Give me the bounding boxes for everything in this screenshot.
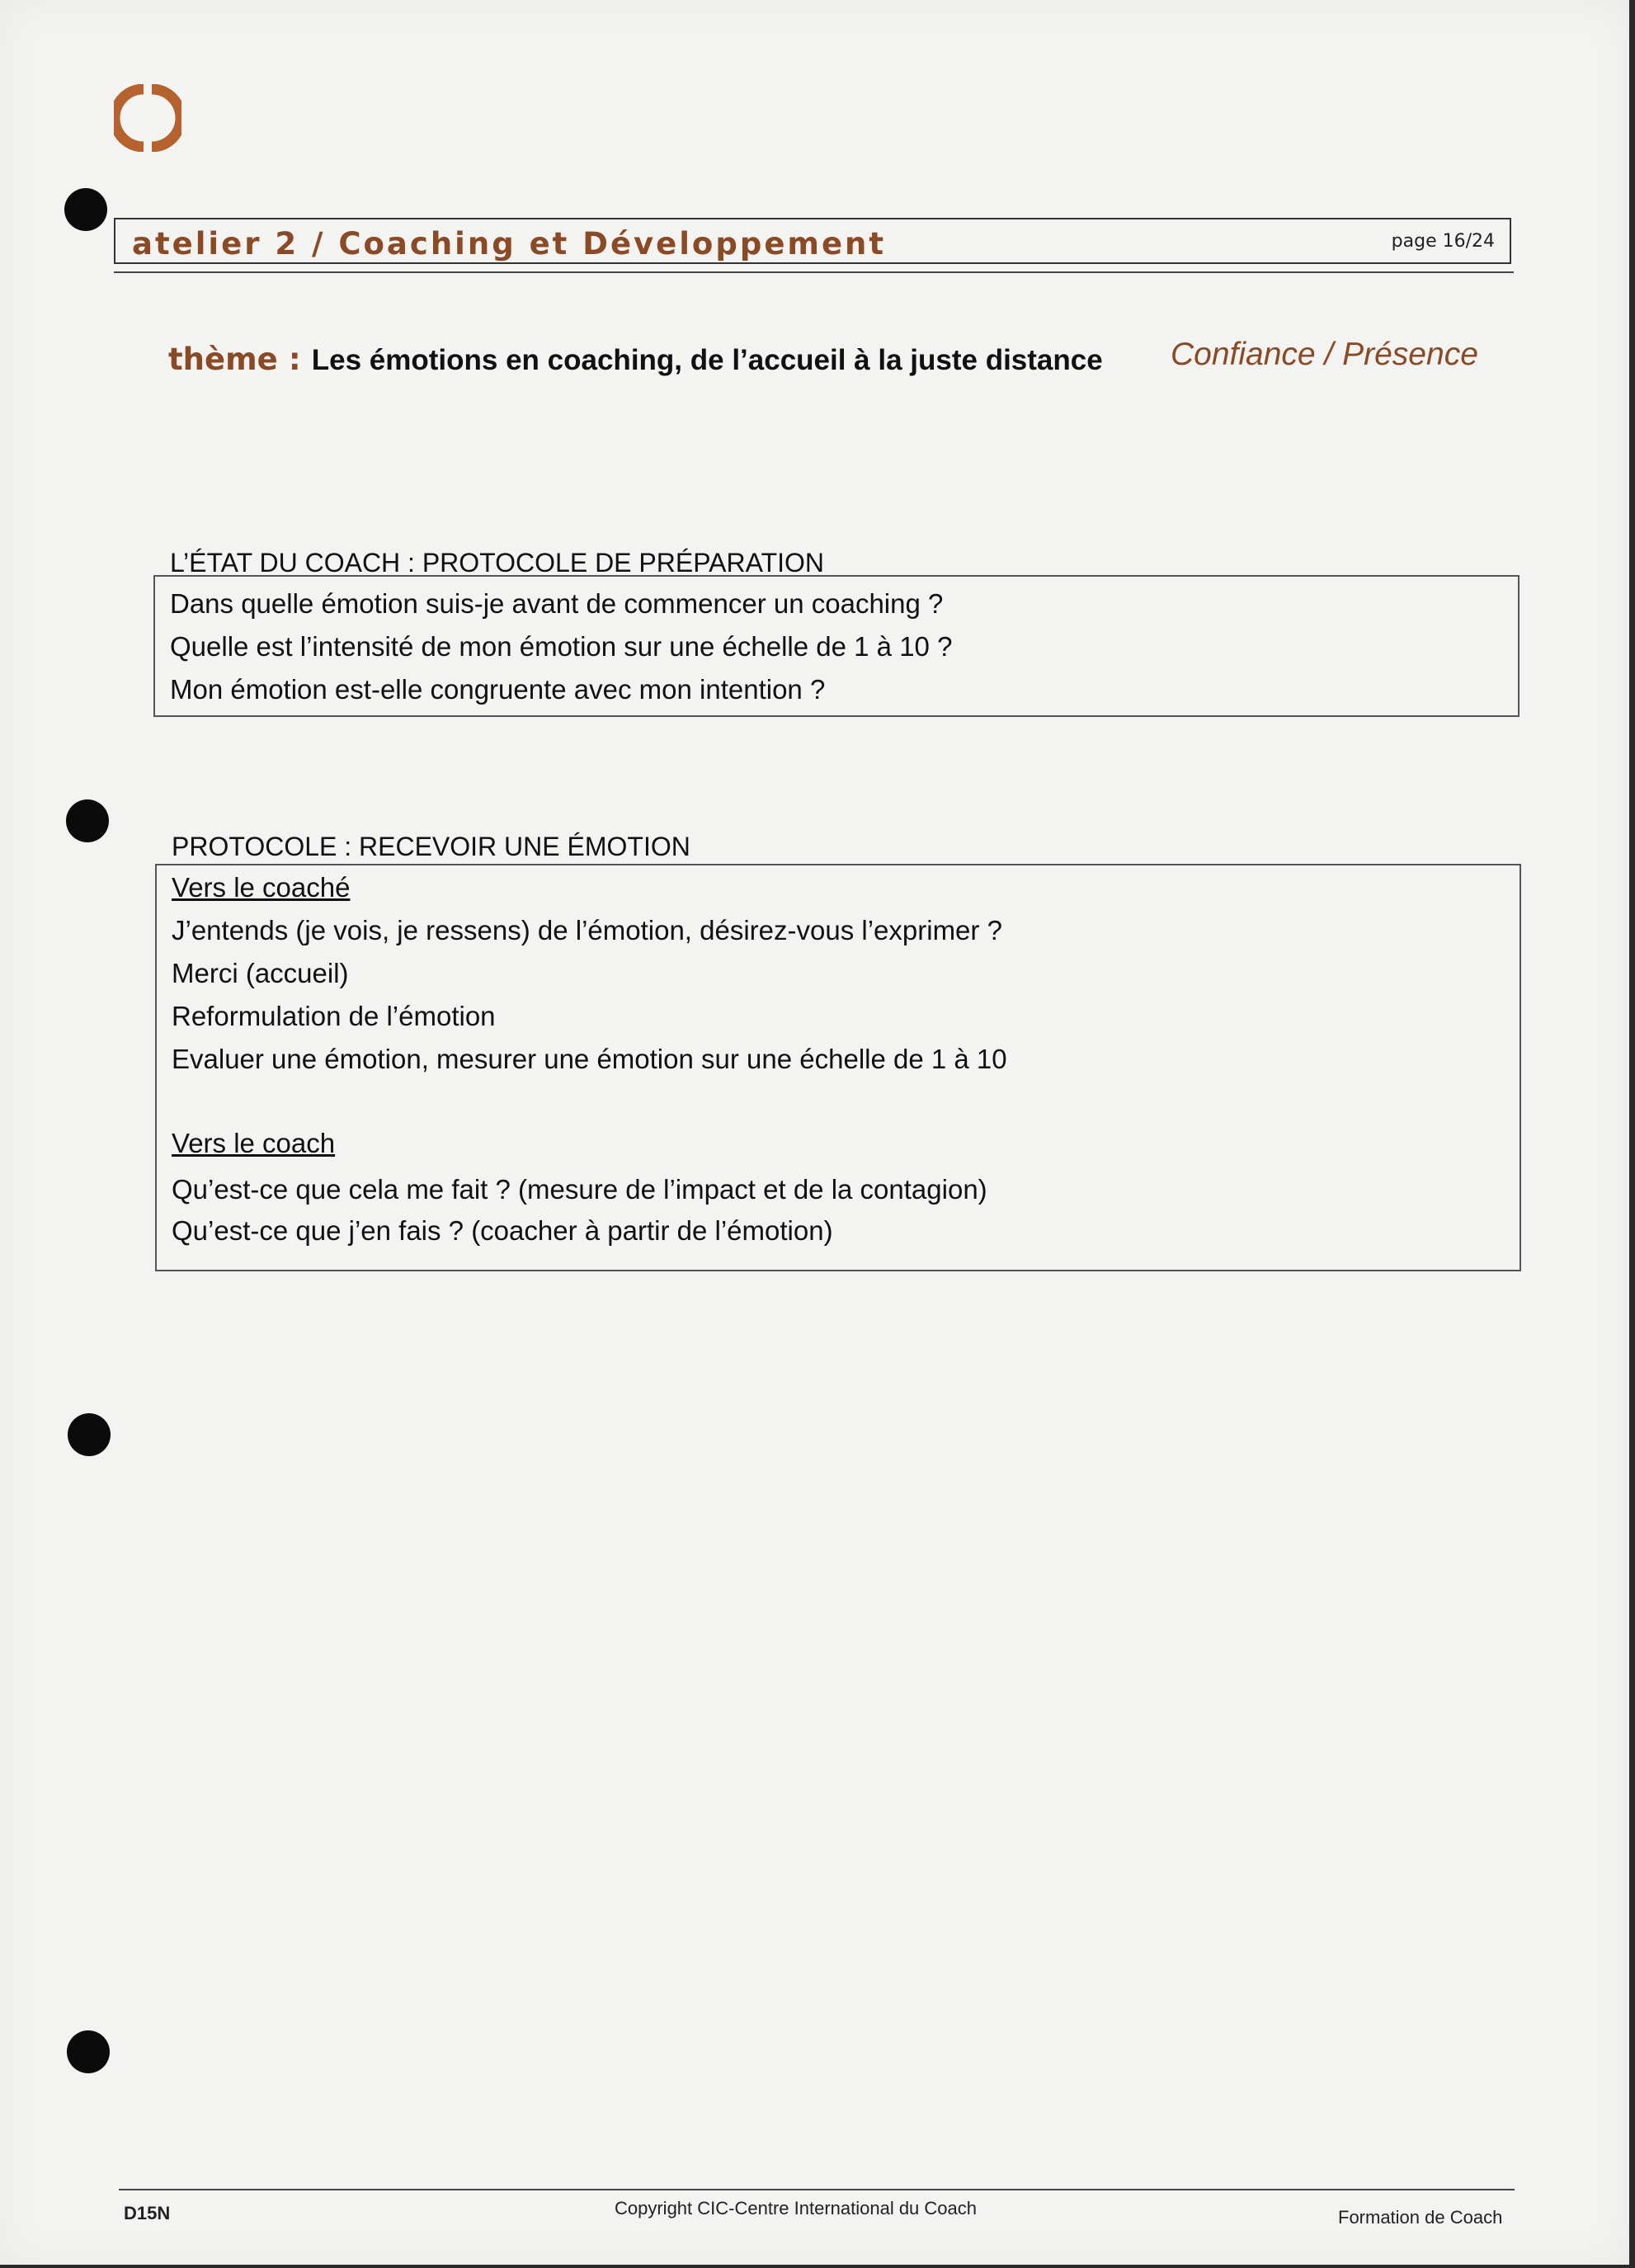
theme-separator: : xyxy=(288,342,301,377)
punch-hole-icon xyxy=(67,2030,110,2073)
header-bar xyxy=(114,218,1511,264)
list-item: Qu’est-ce que cela me fait ? (mesure de l’impact et de la contagion) xyxy=(172,1174,987,1205)
list-item: Merci (accueil) xyxy=(172,958,349,988)
preparation-box xyxy=(153,575,1520,717)
subheading-coach: Vers le coach xyxy=(172,1128,336,1158)
receive-emotion-box xyxy=(155,864,1521,1271)
header-title: atelier 2 / Coaching et Développement xyxy=(132,226,887,262)
list-item: Dans quelle émotion suis-je avant de commencer un coaching ? xyxy=(170,588,944,619)
list-item: Mon émotion est-elle congruente avec mon intention ? xyxy=(170,674,826,705)
punch-hole-icon xyxy=(66,799,109,842)
list-item: Evaluer une émotion, mesurer une émotion sur une échelle de 1 à 10 xyxy=(172,1044,1007,1074)
theme-line xyxy=(168,342,1103,377)
header-divider xyxy=(114,271,1514,273)
ring-logo-icon xyxy=(114,84,181,152)
list-item: Qu’est-ce que j’en fais ? (coacher à partir de l’émotion) xyxy=(172,1215,833,1246)
theme-keywords: Confiance / Présence xyxy=(1171,337,1478,372)
punch-hole-icon xyxy=(64,188,107,231)
footer-divider xyxy=(119,2189,1515,2190)
subheading-coachee: Vers le coaché xyxy=(172,872,351,903)
list-item: J’entends (je vois, je ressens) de l’émotion, désirez-vous l’exprimer ? xyxy=(172,915,1002,945)
theme-text: Les émotions en coaching, de l’accueil à la juste distance xyxy=(311,344,1103,376)
section-title-receive-emotion: PROTOCOLE : RECEVOIR UNE ÉMOTION xyxy=(172,832,690,861)
page-number: page 16/24 xyxy=(1391,231,1495,252)
list-item: Reformulation de l’émotion xyxy=(172,1001,496,1031)
list-item: Quelle est l’intensité de mon émotion sur une échelle de 1 à 10 ? xyxy=(170,631,953,662)
punch-hole-icon xyxy=(68,1413,111,1456)
theme-label: thème xyxy=(168,342,278,377)
section-title-preparation: L’ÉTAT DU COACH : PROTOCOLE DE PRÉPARATION xyxy=(170,548,825,578)
footer-code: D15N xyxy=(124,2203,171,2223)
footer-copyright: Copyright CIC-Centre International du Coach xyxy=(615,2198,978,2218)
footer-program: Formation de Coach xyxy=(1338,2207,1503,2228)
